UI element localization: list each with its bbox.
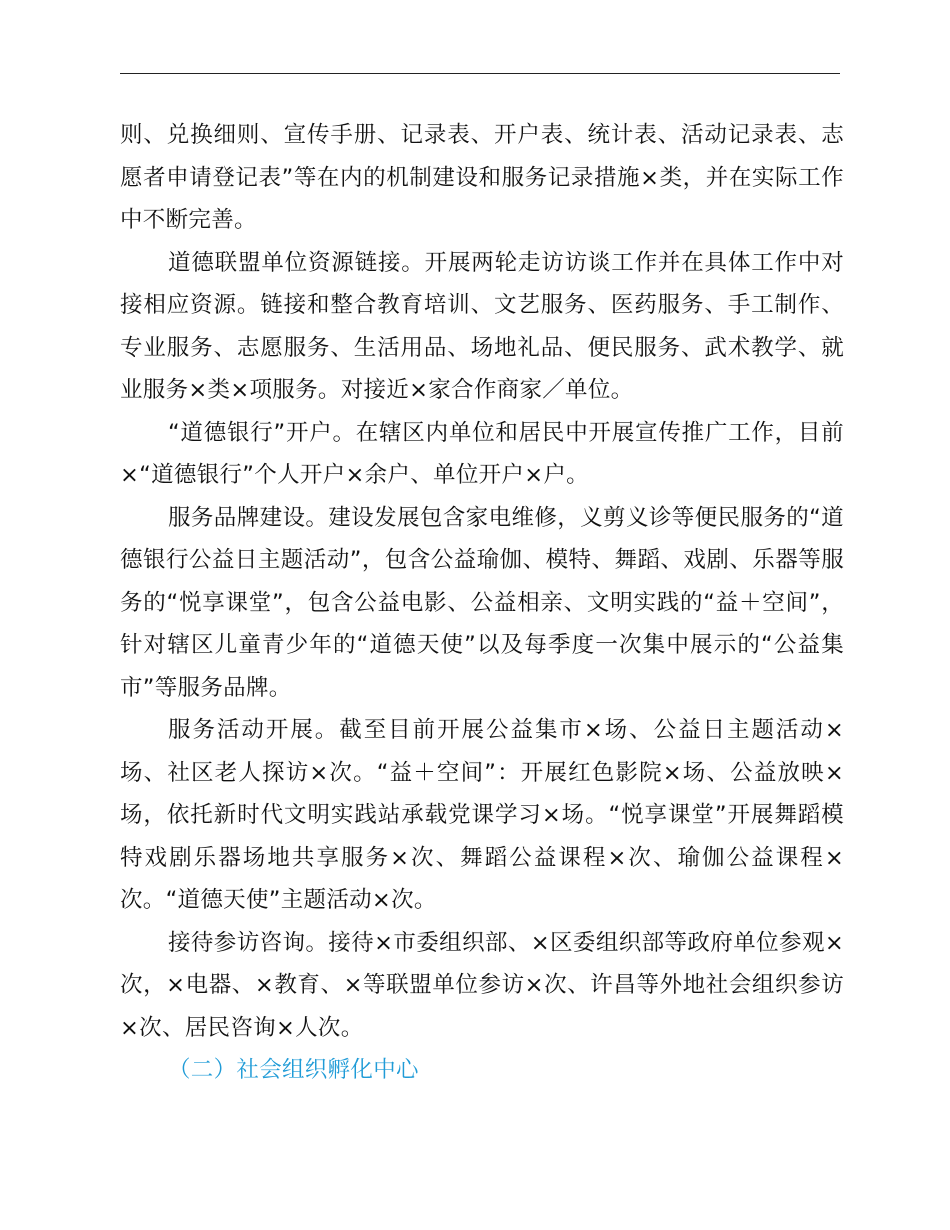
document-body [120,114,844,1092]
header-rule [120,73,840,74]
section-heading: （二）社会组织孵化中心 [168,1057,419,1083]
paragraph-service-activities: 服务活动开展。截至目前开展公益集市×场、公益日主题活动×场、社区老人探访×次。“益＋空间”：开展红色影院×场、公益放映×场，依托新时代文明实践站承载党课学习×场。“悦享课堂”开展舞蹈模特戏剧乐器场地共享服务×次、舞蹈公益课程×次、瑜伽公益课程×次。“道德天使”主题活动×次。 [120,717,844,913]
paragraph-account-opening: “道德银行”开户。在辖区内单位和居民中开展宣传推广工作，目前×“道德银行”个人开户×余户、单位开户×户。 [120,419,844,488]
paragraph-visits-consultation: 接待参访咨询。接待×市委组织部、×区委组织部等政府单位参观×次，×电器、×教育、×等联盟单位参访×次、许昌等外地社会组织参访×次、居民咨询×人次。 [120,929,844,1041]
paragraph-continuation: 则、兑换细则、宣传手册、记录表、开户表、统计表、活动记录表、志愿者申请登记表”等在内的机制建设和服务记录措施×类，并在实际工作中不断完善。 [120,122,844,233]
paragraph-brand-building: 服务品牌建设。建设发展包含家电维修，义剪义诊等便民服务的“道德银行公益日主题活动”，包含公益瑜伽、模特、舞蹈、戏剧、乐器等服务的“悦享课堂”，包含公益电影、公益相亲、文明实践的“益＋空间”，针对辖区儿童青少年的“道德天使”以及每季度一次集中展示的“公益集市”等服务品牌。 [120,504,844,701]
paragraph-resource-linking: 道德联盟单位资源链接。开展两轮走访访谈工作并在具体工作中对接相应资源。链接和整合教育培训、文艺服务、医药服务、手工制作、专业服务、志愿服务、生活用品、场地礼品、便民服务、武术教学、就业服务×类×项服务。对接近×家合作商家／单位。 [120,249,844,403]
